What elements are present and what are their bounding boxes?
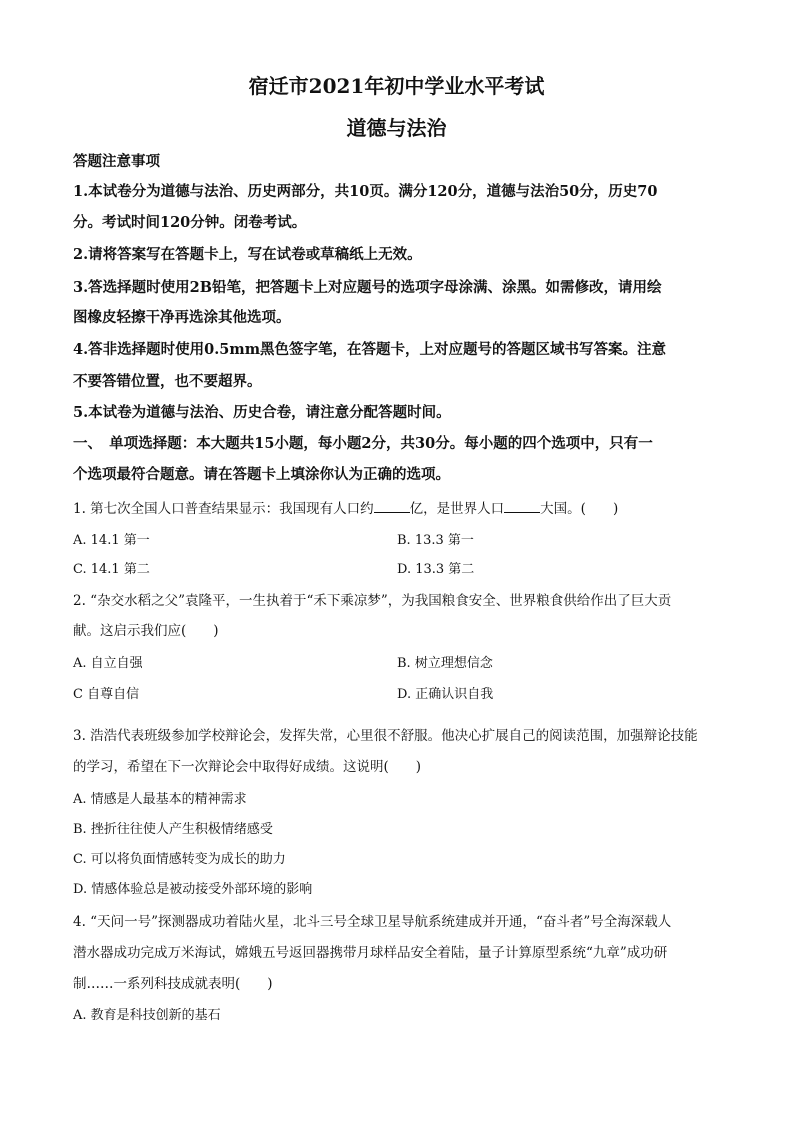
notice-line: 2.请将答案写在答题卡上，写在试卷或草稿纸上无效。 [73, 246, 422, 263]
notice-line: 分。考试时间120分钟。闭卷考试。 [73, 214, 307, 231]
option-b: B. 挫折往往使人产生积极情绪感受 [73, 822, 273, 837]
option-b: B. 树立理想信念 [397, 656, 493, 671]
question-3-stem: 的学习，希望在下一次辩论会中取得好成绩。这说明( ) [73, 759, 422, 775]
option-a: A. 情感是人最基本的精神需求 [73, 792, 247, 807]
option-c: C 自尊自信 [73, 687, 140, 702]
exam-title: 宿迁市2021年初中学业水平考试 [248, 74, 545, 98]
subject-title: 道德与法治 [346, 116, 447, 140]
question-2-stem: 献。这启示我们应( ) [73, 623, 219, 639]
option-a: A. 自立自强 [73, 656, 143, 671]
question-4-stem: 4. “天问一号”探测器成功着陆火星，北斗三号全球卫星导航系统建成并开通，“奋斗者”号全海深载人 [73, 914, 672, 930]
option-c: C. 可以将负面情感转变为成长的助力 [73, 852, 286, 867]
question-1-stem: 1. 第七次全国人口普查结果显示：我国现有人口约 亿，是世界人口 大国。( ) [73, 501, 619, 517]
section-instructions: 个选项最符合题意。请在答题卡上填涂你认为正确的选项。 [73, 466, 450, 483]
notice-line: 3.答选择题时使用2B铅笔，把答题卡上对应题号的选项字母涂满、涂黑。如需修改，请用绘 [73, 279, 662, 296]
option-d: D. 情感体验总是被动接受外部环境的影响 [73, 882, 313, 897]
option-d: D. 13.3 第二 [397, 562, 475, 577]
option-a: A. 教育是科技创新的基石 [73, 1008, 221, 1023]
question-4-stem: 制……一系列科技成就表明( ) [73, 976, 273, 992]
notice-line: 不要答错位置，也不要超界。 [73, 373, 262, 390]
answer-blank [504, 500, 540, 513]
notice-line: 图橡皮轻擦干净再选涂其他选项。 [73, 309, 291, 326]
question-3-stem: 3. 浩浩代表班级参加学校辩论会，发挥失常，心里很不舒服。他决心扩展自己的阅读范围，加强辩论技能 [73, 728, 698, 744]
section-instructions: 一、 单项选择题：本大题共15小题，每小题2分，共30分。每小题的四个选项中，只有一 [73, 435, 653, 452]
option-c: C. 14.1 第二 [73, 562, 150, 577]
question-4-stem: 潜水器成功完成万米海试，嫦娥五号返回器携带月球样品安全着陆，量子计算原型系统“九章”成功研 [73, 945, 668, 961]
notice-line: 1.本试卷分为道德与法治、历史两部分，共10页。满分120分，道德与法治50分，历史70 [73, 183, 658, 200]
question-2-stem: 2. “杂交水稻之父”袁隆平，一生执着于“禾下乘凉梦”，为我国粮食安全、世界粮食供给作出了巨大贡 [73, 593, 672, 609]
option-b: B. 13.3 第一 [397, 533, 474, 548]
notice-line: 4.答非选择题时使用0.5mm黑色签字笔，在答题卡，上对应题号的答题区域书写答案。注意 [73, 341, 667, 358]
option-a: A. 14.1 第一 [73, 533, 150, 548]
answer-blank [374, 500, 410, 513]
notice-line: 5.本试卷为道德与法治、历史合卷，请注意分配答题时间。 [73, 404, 451, 421]
option-d: D. 正确认识自我 [397, 687, 494, 702]
notice-heading: 答题注意事项 [73, 153, 160, 170]
